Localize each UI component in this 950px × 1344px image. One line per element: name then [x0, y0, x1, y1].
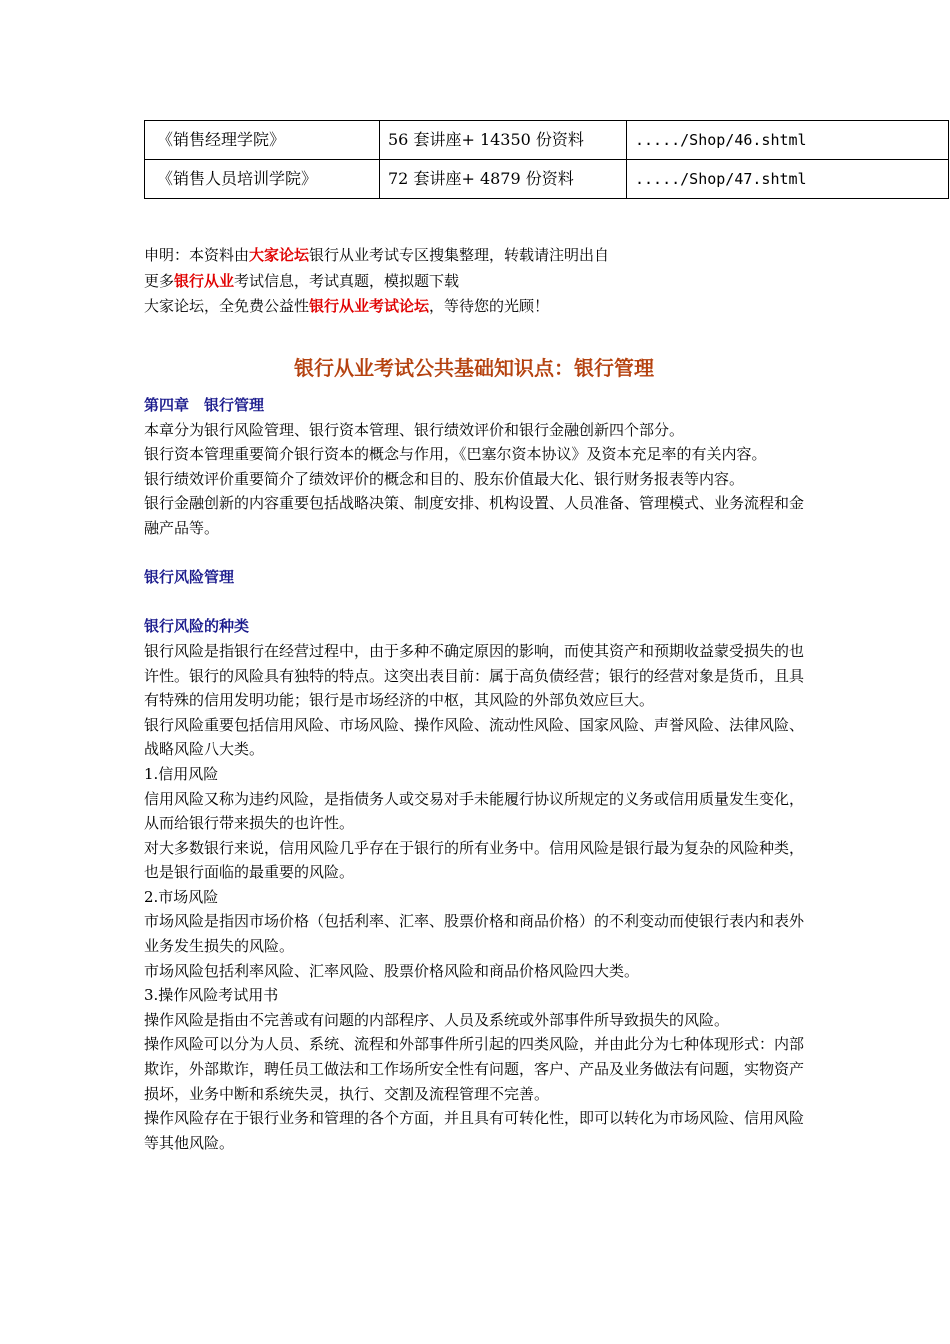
table-row [145, 160, 949, 199]
paragraph: 对大多数银行来说，信用风险几乎存在于银行的所有业务中。信用风险是银行最为复杂的风险种类，也是银行面临的最重要的风险。 [144, 838, 805, 882]
paragraph: 银行资本管理重要简介银行资本的概念与作用，《巴塞尔资本协议》及资本充足率的有关内容。 [144, 445, 767, 464]
paragraph: 银行风险是指银行在经营过程中，由于多种不确定原因的影响，而使其资产和预期收益蒙受损失的也许性。银行的风险具有独特的特点。这突出表目前：属于高负债经营；银行的经营对象是货币，且具有特殊的信用发明功能；银行是市场经济的中枢，其风险的外部负效应巨大。 [144, 641, 805, 710]
bank-exam-link[interactable]: 银行从业 [174, 271, 235, 290]
notice-text: 大家论坛，全免费公益性 [144, 297, 310, 315]
paragraph: 3.操作风险考试用书 [144, 986, 279, 1005]
spacer [144, 590, 816, 615]
course-count: 56 套讲座+ 14350 份资料 [380, 121, 627, 160]
paragraph: 操作风险存在于银行业务和管理的各个方面，并且具有可转化性，即可以转化为市场风险、信用风险等其他风险。 [144, 1109, 805, 1152]
paragraph: 2.市场风险 [144, 887, 219, 906]
paragraph: 银行风险重要包括信用风险、市场风险、操作风险、流动性风险、国家风险、声誉风险、法律风险、战略风险八大类。 [144, 715, 805, 759]
paragraph: 操作风险是指由不完善或有问题的内部程序、人员及系统或外部事件所导致损失的风险。 [144, 1010, 730, 1029]
notice-line-3 [144, 294, 944, 320]
forum-link[interactable]: 大家论坛 [249, 246, 310, 264]
paragraph: 1.信用风险 [144, 764, 219, 783]
spacer [144, 541, 816, 566]
notice-block [144, 243, 944, 320]
table-row [145, 121, 949, 160]
notice-text: 银行从业考试专区搜集整理，转载请注明出自 [309, 246, 610, 264]
paragraph: 本章分为银行风险管理、银行资本管理、银行绩效评价和银行金融创新四个部分。 [144, 420, 685, 439]
course-link[interactable]: ...../Shop/47.shtml [627, 160, 949, 199]
course-name: 《销售人员培训学院》 [145, 160, 380, 199]
paragraph: 银行绩效评价重要简介了绩效评价的概念和目的、股东价值最大化、银行财务报表等内容。 [144, 469, 745, 488]
course-name: 《销售经理学院》 [145, 121, 380, 160]
section-heading: 银行风险的种类 [144, 617, 250, 636]
exam-forum-link[interactable]: 银行从业考试论坛 [309, 297, 430, 315]
paragraph: 操作风险可以分为人员、系统、流程和外部事件所引起的四类风险，并由此分为七种体现形式：内部欺诈，外部欺诈，聘任员工做法和工作场所安全性有问题，客户、产品及业务做法有问题，实物资产损坏，业务中断和系统失灵，执行、交割及流程管理不完善。 [144, 1035, 805, 1103]
resource-table [144, 120, 949, 199]
course-count: 72 套讲座+ 4879 份资料 [380, 160, 627, 199]
notice-text: ，等待您的光顾！ [429, 297, 550, 315]
notice-text: 更多 [144, 271, 175, 290]
article-body [144, 393, 816, 1155]
notice-line-2 [144, 269, 944, 295]
notice-text: 考试信息，考试真题，模拟题下载 [234, 271, 460, 290]
chapter-heading: 第四章 银行管理 [144, 396, 265, 414]
section-heading: 银行风险管理 [144, 568, 235, 587]
notice-text: 申明：本资料由 [144, 246, 250, 264]
paragraph: 信用风险又称为违约风险，是指债务人或交易对手未能履行协议所规定的义务或信用质量发生变化，从而给银行带来损失的也许性。 [144, 789, 805, 833]
notice-line-1 [144, 243, 944, 269]
paragraph: 银行金融创新的内容重要包括战略决策、制度安排、机构设置、人员准备、管理模式、业务流程和金融产品等。 [144, 494, 805, 537]
paragraph: 市场风险是指因市场价格（包括利率、汇率、股票价格和商品价格）的不利变动而使银行表内和表外业务发生损失的风险。 [144, 912, 805, 956]
paragraph: 市场风险包括利率风险、汇率风险、股票价格风险和商品价格风险四大类。 [144, 961, 640, 980]
page-title: 银行从业考试公共基础知识点：银行管理 [294, 356, 654, 380]
course-link[interactable]: ...../Shop/46.shtml [627, 121, 949, 160]
